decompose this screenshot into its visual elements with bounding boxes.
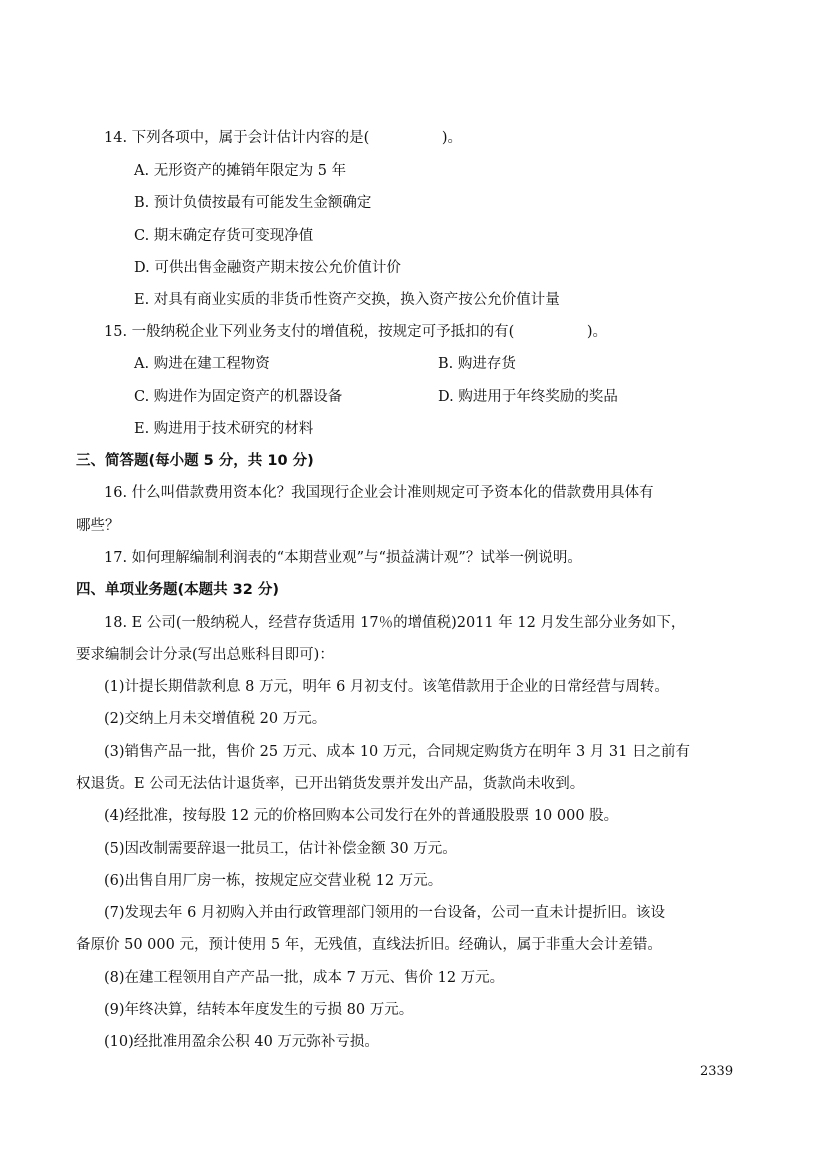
- q18-item-3-cont: 权退货。E 公司无法估计退货率，已开出销货发票并发出产品，货款尚未收到。: [76, 776, 585, 792]
- q15-option-a: A. 购进在建工程物资: [134, 356, 270, 372]
- section-4-heading: 四、单项业务题(本题共 32 分): [76, 582, 280, 598]
- q14-stem: 14. 下列各项中，属于会计估计内容的是( )。: [104, 130, 462, 146]
- q18-item-7: (7)发现去年 6 月初购入并由行政管理部门领用的一台设备，公司一直未计提折旧。该设: [104, 905, 665, 921]
- q15-option-b: B. 购进存货: [438, 356, 516, 372]
- q18-line-1: 18. E 公司(一般纳税人，经营存货适用 17％的增值税)2011 年 12 月发生部分业务如下，: [104, 615, 686, 631]
- q18-item-7-cont: 备原价 50 000 元，预计使用 5 年，无残值，直线法折旧。经确认，属于非重大会计差错。: [76, 937, 662, 953]
- q18-item-8: (8)在建工程领用自产产品一批，成本 7 万元、售价 12 万元。: [104, 970, 505, 986]
- q18-item-2: (2)交纳上月未交增值税 20 万元。: [104, 711, 327, 727]
- page-number: 2339: [700, 1064, 734, 1079]
- section-3-heading: 三、简答题(每小题 5 分，共 10 分): [76, 453, 314, 469]
- q15-stem: 15. 一般纳税企业下列业务支付的增值税，按规定可予抵扣的有( )。: [104, 324, 607, 340]
- q18-item-9: (9)年终决算，结转本年度发生的亏损 80 万元。: [104, 1002, 414, 1018]
- q18-item-10: (10)经批准用盈余公积 40 万元弥补亏损。: [104, 1034, 379, 1050]
- q15-option-c: C. 购进作为固定资产的机器设备: [134, 389, 343, 405]
- q14-option-b: B. 预计负债按最有可能发生金额确定: [134, 195, 372, 211]
- q18-line-2: 要求编制会计分录(写出总账科目即可)：: [76, 647, 334, 663]
- q16-line-2: 哪些？: [76, 518, 120, 534]
- q17: 17. 如何理解编制利润表的“本期营业观”与“损益满计观”？试举一例说明。: [104, 550, 582, 566]
- q18-item-6: (6)出售自用厂房一栋，按规定应交营业税 12 万元。: [104, 873, 443, 889]
- q18-item-3: (3)销售产品一批，售价 25 万元、成本 10 万元，合同规定购货方在明年 3 月 31 日之前有: [104, 744, 690, 760]
- q18-item-5: (5)因改制需要辞退一批员工，估计补偿金额 30 万元。: [104, 841, 457, 857]
- q14-option-d: D. 可供出售金融资产期末按公允价值计价: [134, 260, 401, 276]
- q16-line-1: 16. 什么叫借款费用资本化？我国现行企业会计准则规定可予资本化的借款费用具体有: [104, 485, 654, 501]
- q14-option-a: A. 无形资产的摊销年限定为 5 年: [134, 163, 347, 179]
- q18-item-4: (4)经批准，按每股 12 元的价格回购本公司发行在外的普通股股票 10 000 股。: [104, 808, 619, 824]
- q14-option-c: C. 期末确定存货可变现净值: [134, 228, 314, 244]
- q14-option-e: E. 对具有商业实质的非货币性资产交换，换入资产按公允价值计量: [134, 292, 560, 308]
- q15-option-d: D. 购进用于年终奖励的奖品: [438, 389, 618, 405]
- q18-item-1: (1)计提长期借款利息 8 万元，明年 6 月初支付。该笔借款用于企业的日常经营与周转。: [104, 679, 669, 695]
- q15-option-e: E. 购进用于技术研究的材料: [134, 421, 314, 437]
